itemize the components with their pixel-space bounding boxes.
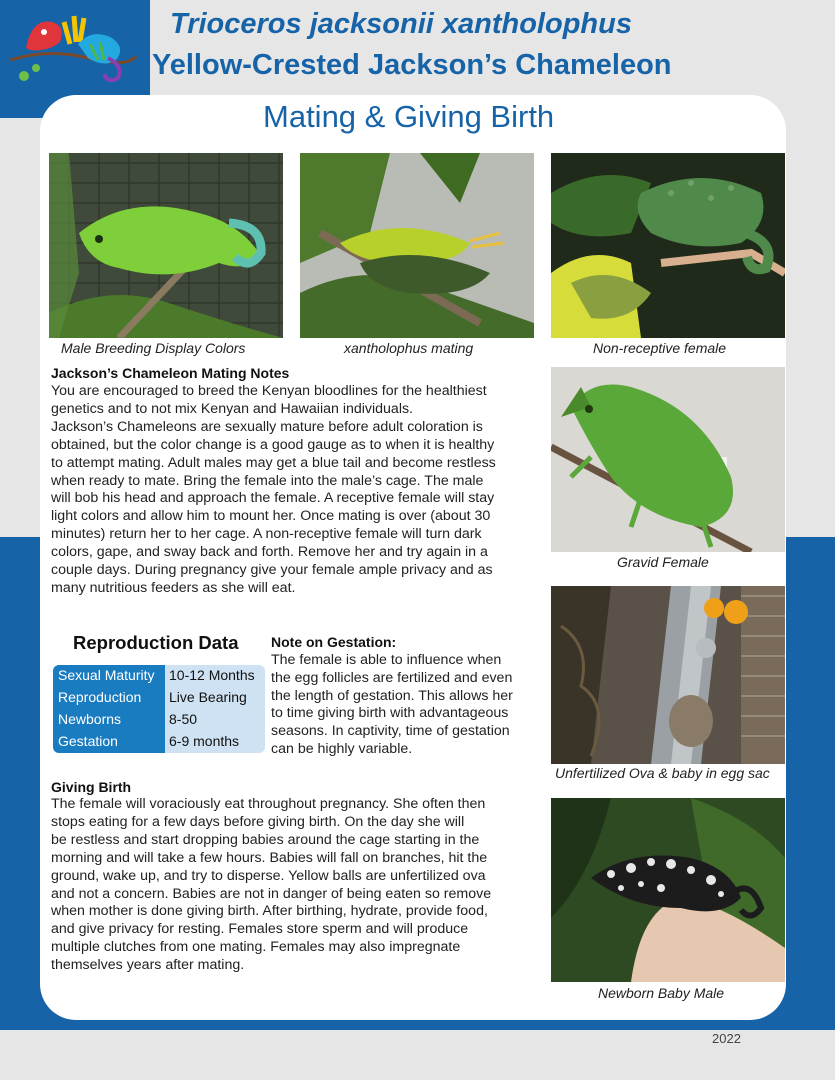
caption-non-receptive: Non-receptive female	[593, 340, 727, 356]
mating-notes-text	[51, 383, 543, 598]
reproduction-row	[53, 709, 265, 731]
gestation-note-heading: Note on Gestation:	[271, 634, 397, 650]
text-line: can be highly variable.	[271, 740, 413, 757]
reproduction-value: 8-50	[169, 711, 198, 727]
reproduction-data-table	[53, 665, 265, 753]
text-line: The female will voraciously eat throughout pregnancy. She often then	[51, 796, 486, 812]
scientific-name-title: Trioceros jacksonii xantholophus	[170, 8, 632, 40]
text-line: light colors and allow him to mount her. Once mating is over (about 30	[51, 508, 491, 525]
text-line: the length of gestation. This allows her	[271, 687, 513, 704]
photo-newborn-baby	[551, 798, 785, 982]
mating-notes-heading: Jackson’s Chameleon Mating Notes	[51, 365, 290, 381]
photo-non-receptive-female	[551, 153, 785, 338]
text-line: multiple clutches from one mating. Females may also impregnate	[51, 939, 461, 956]
giving-birth-heading: Giving Birth	[51, 779, 132, 795]
reproduction-data-title: Reproduction Data	[73, 632, 239, 653]
photo-male-breeding-display	[49, 153, 283, 338]
footer-strip	[0, 1030, 835, 1080]
caption-mating: xantholophus mating	[344, 340, 474, 356]
text-line: seasons. In captivity, time of gestation	[271, 723, 510, 740]
photo-gravid-female	[551, 367, 785, 552]
text-line: and give privacy for resting. Females store sperm and will produce	[51, 921, 469, 938]
text-line: to attempt mating. Adult males may get a blue tail and become restless	[51, 454, 496, 471]
text-line: obtained, but the color change is a good gauge as to when it is healthy	[51, 436, 495, 453]
photo-mating	[300, 153, 534, 338]
footer-year: 2022	[712, 1031, 741, 1046]
caption-unfertilized: Unfertilized Ova & baby in egg sac	[555, 765, 770, 781]
reproduction-label: Sexual Maturity	[58, 667, 155, 683]
text-line: stops eating for a few days before giving birth. On the day she will	[51, 813, 465, 830]
text-line: morning and will take a few hours. Babies will fall on branches, hit the	[51, 849, 488, 866]
text-line: minutes) return her to her cage. A non-receptive female will turn dark	[51, 526, 482, 543]
text-line: many nutritious feeders as she will eat.	[51, 579, 296, 596]
reproduction-value: Live Bearing	[169, 689, 247, 705]
text-line: to time giving birth with advantageous	[271, 705, 509, 722]
text-line: You are encouraged to breed the Kenyan bloodlines for the healthiest	[51, 383, 487, 399]
reproduction-label: Gestation	[58, 733, 118, 749]
text-line: ground, wake up, and try to disperse. Yellow balls are unfertilized ova	[51, 867, 486, 884]
reproduction-row	[53, 731, 265, 753]
text-line: couple days. During pregnancy give your female ample privacy and as	[51, 562, 493, 579]
reproduction-value: 10-12 Months	[169, 667, 255, 683]
reproduction-label: Reproduction	[58, 689, 142, 705]
caption-gravid: Gravid Female	[617, 554, 709, 570]
text-line: genetics and to not mix Kenyan and Hawaiian individuals.	[51, 400, 414, 417]
reproduction-label: Newborns	[58, 711, 122, 727]
text-line: when ready to mate. Bring the female into the male’s cage. The male	[51, 472, 484, 489]
text-line: when mother is done giving birth. After birthing, hydrate, provide food,	[51, 903, 488, 920]
text-line: colors, gape, and sway back and forth. Remove her and try again in a	[51, 544, 488, 561]
giving-birth-text	[51, 796, 543, 975]
section-title: Mating & Giving Birth	[263, 99, 555, 134]
caption-male-breeding: Male Breeding Display Colors	[61, 340, 246, 356]
reproduction-row	[53, 665, 265, 687]
gestation-note-text	[271, 652, 541, 759]
text-line: and not a concern. Babies are not in danger of being eaten so remove	[51, 885, 492, 902]
text-line: The female is able to influence when	[271, 652, 502, 668]
text-line: Jackson’s Chameleons are sexually mature before adult coloration is	[51, 418, 483, 435]
common-name-title: Yellow-Crested Jackson’s Chameleon	[152, 49, 672, 81]
reproduction-value: 6-9 months	[169, 733, 240, 749]
chameleon-logo	[8, 8, 138, 86]
text-line: will bob his head and approach the female. A receptive female will stay	[51, 490, 495, 507]
text-line: be restless and start dropping babies around the cage starting in the	[51, 831, 480, 848]
caption-newborn: Newborn Baby Male	[598, 985, 725, 1001]
photo-unfertilized-ova	[551, 586, 785, 764]
text-line: themselves years after mating.	[51, 957, 245, 974]
text-line: the egg follicles are fertilized and even	[271, 669, 513, 686]
reproduction-row	[53, 687, 265, 709]
